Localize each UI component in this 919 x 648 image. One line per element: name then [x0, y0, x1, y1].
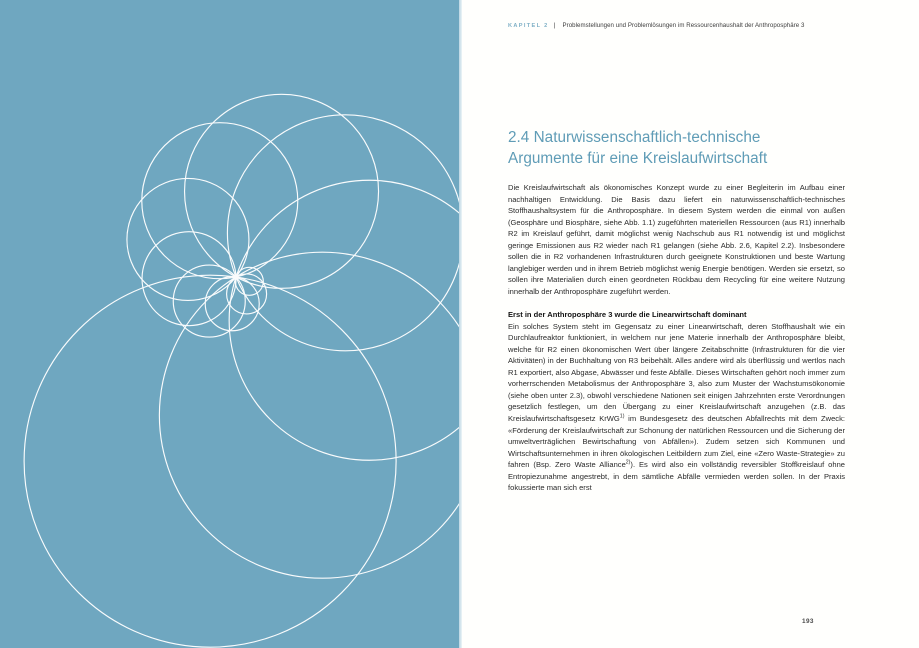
- running-head-separator: |: [553, 22, 556, 29]
- paragraph-linearwirtschaft: [508, 321, 845, 494]
- spiral-circle: [142, 123, 298, 279]
- running-head-title: Problemstellungen und Problemlösungen im Ressourcenhaushalt der Anthroposphäre 3: [562, 22, 805, 29]
- spiral-circle: [227, 274, 267, 314]
- spiral-circle: [159, 252, 459, 578]
- running-head-chapter: KAPITEL 2: [508, 23, 549, 29]
- paragraph-gap: [508, 297, 845, 309]
- paragraph-intro: Die Kreislaufwirtschaft als ökonomisches Konzept wurde zu einer Begleiterin im Aufbau einer nachhaltigen Entwicklung. Die Basis dazu liefert ein naturwissenschaftlich-technisches Stoffhaushaltsystem für die Anthroposphäre. In diesem System werden die einmal von außen (Geosphäre und Biosphäre, siehe Abb. 1.1) zugeführten materiellen Ressourcen (aus R1) innerhalb R2 im Kreislauf geführt, damit möglichst wenig Nachschub aus R1 notwendig ist und möglichst geringe Emissionen aus R2 wieder nach R1 gelangen (siehe Abb. 2.6, Kapitel 2.2). Insbesondere sollen die in R2 vorhandenen Infrastrukturen durch geeignete Konstruktionen und beste Wartung langlebiger werden und in ihrem Betrieb möglichst wenig Energie benötigen. Werden sie ersetzt, so sollen ihre Materialien durch einen geordneten Rückbau dem Recycling für eine weitere Nutzung innerhalb der Anthroposphäre zugeführt werden.: [508, 183, 845, 296]
- body-text-column: [508, 182, 845, 494]
- paragraph-2-segment-1: Ein solches System steht im Gegensatz zu einer Linearwirtschaft, deren Stoffhaushalt wie ein Durchlaufreaktor funktioniert, in welchem nur jene Materie innerhalb der Anthroposphäre bleibt, welche für R2 einen ökonomischen Wert über längere Zeitabschnitte (Infrastrukturen für die vier Aktivitäten) in der Buchhaltung von R3 beibehält. Alles andere wird als überflüssig und wertlos nach R1 exportiert, also Abgase, Abwässer und feste Abfälle. Dieses Wirtschaften gehört noch immer zum vorherrschenden Metabolismus der Anthroposphäre 3, also zum Muster der Wachstumsökonomie (siehe oben unter 2.3), obwohl verschiedene Nationen seit einigen Jahrzehnten erste Verordnungen gesetzlich festlegen, um den Übergang zu einer Kreislaufwirtschaft anzugehen (z.B. das Kreislaufwirtschaftsgesetz KrWG: [508, 321, 845, 423]
- running-head: [508, 22, 804, 29]
- page-title: [508, 128, 863, 169]
- spiral-circle: [24, 275, 396, 647]
- page-title-line-2: Argumente für eine Kreislaufwirtschaft: [508, 149, 768, 167]
- subheading-linearwirtschaft: Erst in der Anthroposphäre 3 wurde die Linearwirtschaft dominant: [508, 310, 747, 320]
- footnote-marker-2[interactable]: 2): [625, 459, 631, 466]
- page-title-line-1: 2.4 Naturwissenschaftlich-technische: [508, 129, 761, 147]
- paragraph-2-segment-3: ). Es wird also ein vollständig reversibler Stoffkreislauf ohne Entropiezunahme angestrebt, in dem sämtliche Abfälle vermieden werden sollen. In der Praxis fokussierte man sich erst: [508, 460, 845, 493]
- right-text-page: [462, 0, 919, 648]
- page-number: 193: [802, 618, 814, 625]
- left-illustration-plate: [0, 0, 459, 648]
- paragraph-2-segment-2: im Bundesgesetz des deutschen Abfallrechts mit dem Zweck: «Förderung der Kreislaufwirtschaft zur Schonung der natürlichen Ressourcen und die Sicherung der umweltverträglichen Bewirtschaftung von Abfällen»). Zudem setzen sich Kommunen und Wirtschaftsunternehmen in ihren ökologischen Leitbildern zum Ziel, eine «Zero Waste-Strategie» zu fahren (Bsp. Zero Waste Alliance: [508, 413, 845, 470]
- spiral-circle: [227, 115, 459, 351]
- tangent-circle-spiral-artwork: [0, 0, 459, 648]
- footnote-marker-1[interactable]: 1): [619, 413, 625, 420]
